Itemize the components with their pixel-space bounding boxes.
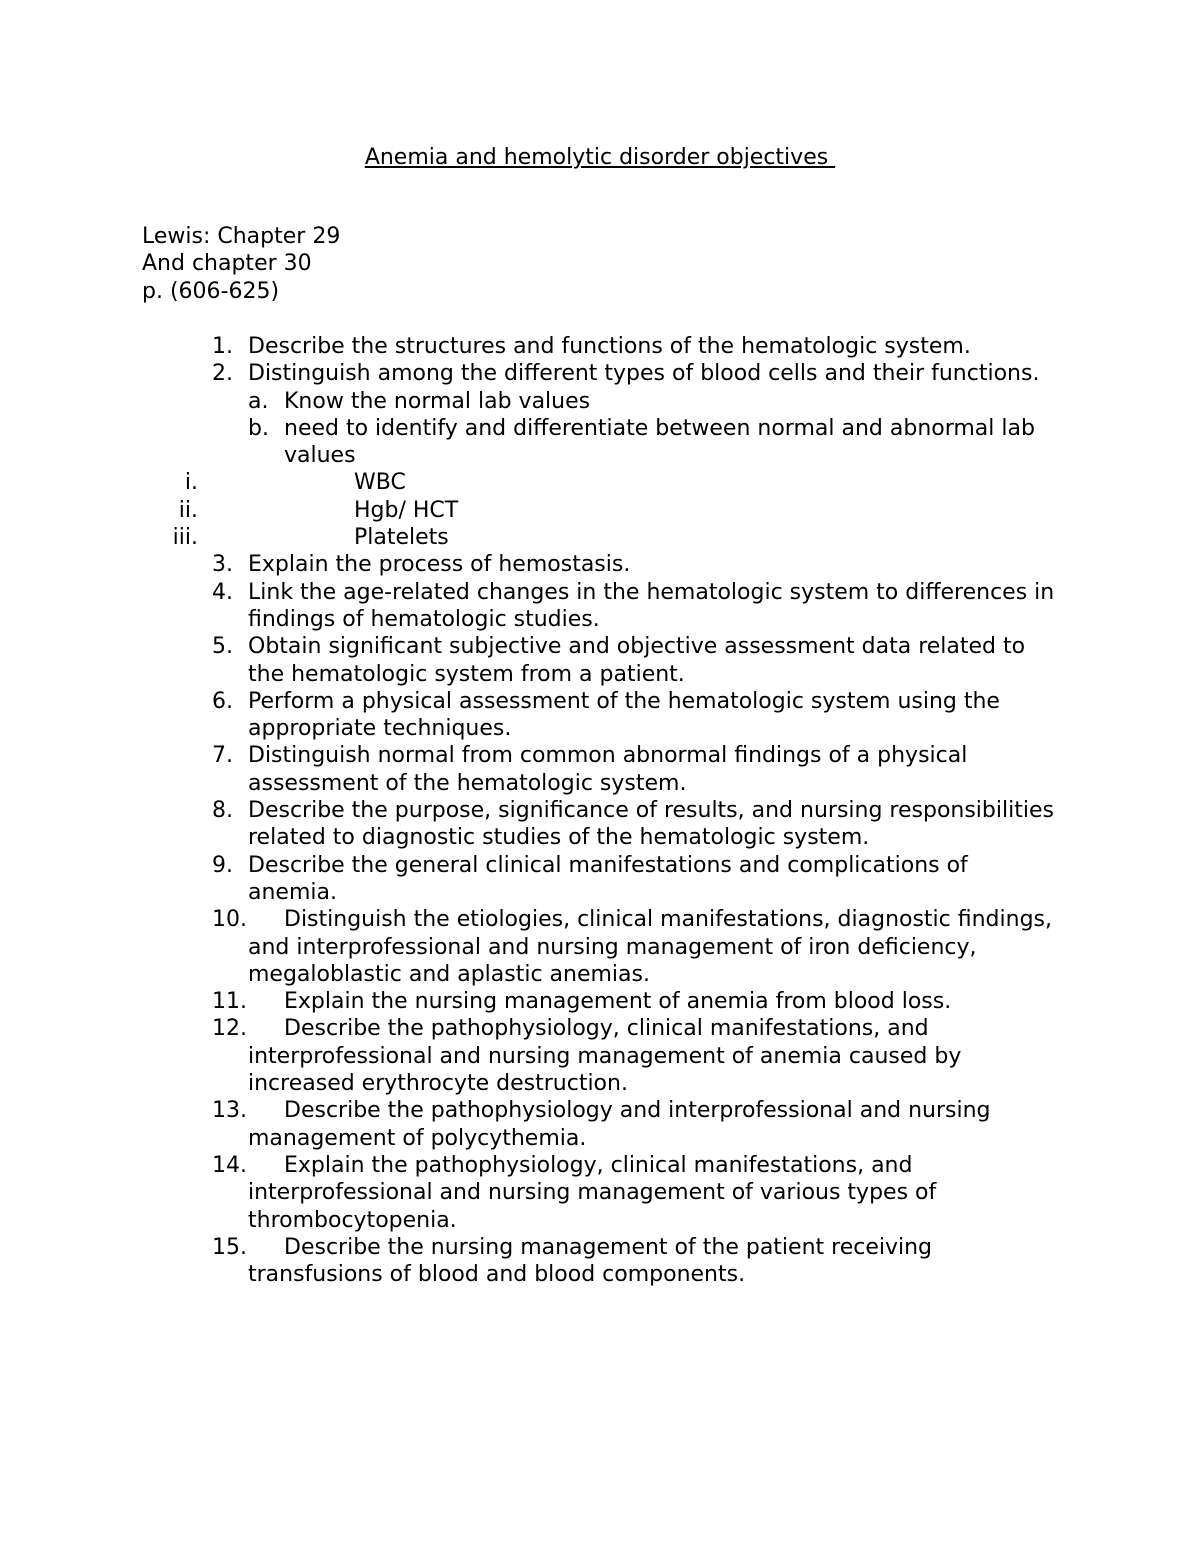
objective-number: 4. — [212, 579, 233, 605]
sub-item-text: Know the normal lab values — [284, 388, 591, 414]
objective-text: Describe the nursing management of the patient receiving transfusions of blood and blood components. — [248, 1234, 933, 1288]
objective-item — [0, 742, 1058, 797]
objective-number: 10. — [212, 907, 247, 933]
objective-text: Perform a physical assessment of the hematologic system using the appropriate techniques. — [248, 688, 1000, 742]
sub-item — [0, 388, 1056, 415]
objective-item — [0, 333, 1058, 360]
objective-item — [0, 797, 1058, 852]
objective-number: 3. — [212, 552, 233, 578]
sub-sub-item-numeral: iii. — [172, 525, 198, 551]
sub-sub-item — [0, 524, 1054, 551]
objective-item — [0, 1097, 1058, 1152]
objective-number: 6. — [212, 688, 233, 714]
document-title: Anemia and hemolytic disorder objectives — [364, 145, 836, 170]
objective-number: 8. — [212, 798, 233, 824]
objective-item — [0, 1152, 1058, 1234]
sub-sub-item-text: WBC — [354, 470, 406, 496]
sub-sub-item — [0, 497, 1054, 524]
objective-item — [0, 988, 1058, 1015]
objective-text: Describe the structures and functions of the hematologic system. — [248, 334, 971, 359]
objective-item — [0, 551, 1058, 578]
sub-sub-item-text: Hgb/ HCT — [354, 497, 459, 523]
objective-text: Describe the general clinical manifestations and complications of anemia. — [248, 852, 968, 905]
objective-number: 11. — [212, 989, 247, 1015]
objective-number: 1. — [212, 334, 233, 359]
sub-sub-item — [0, 469, 1054, 496]
objective-text: Explain the pathophysiology, clinical manifestations, and interprofessional and nursing management of various types of thrombocytopenia. — [248, 1152, 937, 1233]
objective-item — [0, 906, 1058, 988]
reference-line-chapter-29: Lewis: Chapter 29 — [142, 224, 341, 249]
objective-text: Describe the pathophysiology, clinical manifestations, and interprofessional and nursing management of anemia caused by increased erythrocyte destruction. — [248, 1016, 962, 1097]
sub-sub-item-numeral: ii. — [178, 497, 198, 523]
reference-line-pages: p. (606-625) — [142, 278, 280, 304]
sub-item-letter: b. — [248, 415, 269, 441]
sub-item-letter: a. — [248, 388, 269, 414]
reference-block — [142, 223, 340, 305]
objective-number: 14. — [212, 1152, 247, 1178]
objective-item — [0, 579, 1058, 634]
objective-item — [0, 633, 1058, 688]
objective-number: 12. — [212, 1016, 247, 1042]
objective-number: 2. — [212, 361, 233, 387]
objective-text: Describe the purpose, significance of results, and nursing responsibilities related to diagnostic studies of the hematologic system. — [248, 798, 1054, 851]
objective-item — [0, 1234, 1058, 1289]
objective-number: 7. — [212, 743, 233, 769]
sub-sub-item-text: Platelets — [354, 525, 449, 551]
objective-text: Link the age-related changes in the hematologic system to differences in findings of hematologic studies. — [248, 579, 1055, 632]
reference-line-chapter-30: And chapter 30 — [142, 251, 312, 277]
objective-text: Distinguish normal from common abnormal findings of a physical assessment of the hematologic system. — [248, 743, 968, 796]
sub-item-text: need to identify and differentiate between normal and abnormal lab values — [284, 415, 1035, 469]
objective-number: 15. — [212, 1234, 247, 1260]
objective-item — [0, 688, 1058, 743]
objective-number: 9. — [212, 852, 233, 878]
objective-item — [0, 1015, 1058, 1097]
objective-text: Distinguish among the different types of blood cells and their functions. — [248, 361, 1040, 387]
objective-text: Obtain significant subjective and objective assessment data related to the hematologic system from a patient. — [248, 634, 1026, 687]
objective-text: Explain the process of hemostasis. — [248, 552, 631, 578]
objective-item — [0, 852, 1058, 907]
objectives-list — [0, 333, 1200, 1288]
objective-text: Describe the pathophysiology and interprofessional and nursing management of polycythemia. — [248, 1098, 991, 1151]
objective-text: Distinguish the etiologies, clinical manifestations, diagnostic findings, and interprofessional and nursing management of iron deficiency, megaloblastic and aplastic anemias. — [248, 907, 1053, 987]
objective-number: 13. — [212, 1098, 247, 1124]
objective-item — [0, 360, 1058, 387]
objective-number: 5. — [212, 634, 233, 660]
sub-item — [0, 415, 1056, 470]
objective-text: Explain the nursing management of anemia from blood loss. — [284, 989, 952, 1015]
sub-sub-item-numeral: i. — [184, 470, 198, 496]
